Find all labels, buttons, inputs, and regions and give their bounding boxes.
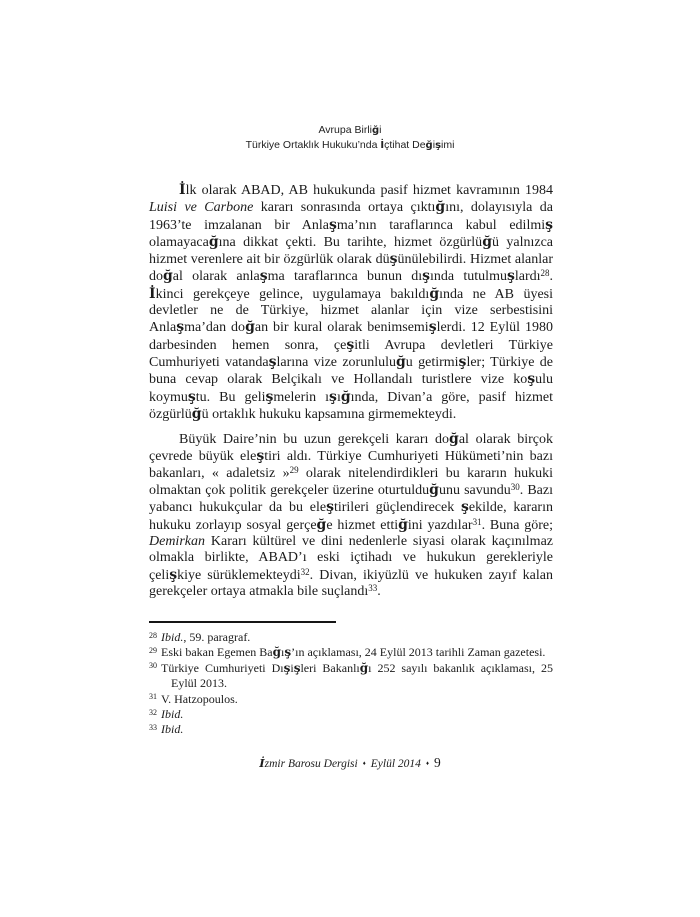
footnote-number: 30 bbox=[149, 661, 157, 671]
footnote-number: 32 bbox=[149, 707, 157, 717]
footnote-number: 29 bbox=[149, 645, 157, 655]
footnote-28 bbox=[149, 630, 553, 645]
footnote-30 bbox=[149, 661, 553, 692]
running-header bbox=[0, 123, 700, 153]
running-header-line2: Türkiye Ortaklık Hukuku’nda İçtihat Değişimi bbox=[245, 139, 455, 151]
footnote-ref: 31 bbox=[472, 516, 482, 527]
journal-name: İzmir Barosu Dergisi bbox=[259, 756, 358, 770]
footnote-number: 28 bbox=[149, 630, 157, 640]
footnote-text: Ibid. bbox=[161, 707, 184, 722]
body-paragraph-2: Büyük Daire’nin bu uzun gerekçeli kararı doğal olarak birçok çevrede büyük eleştiri aldı. Türkiye Cumhuriyeti Hükümeti’nin bazı bakanları, « adaletsiz »$^{29}$ olarak nitelendirdikleri bu kararın hukuki olmaktan çok politik gerekçeler üzerine oturtulduğunu savundu$^{30}$. Bazı yabancı hukukçular da bu eleştirileri güçlendirecek şekilde, kararın hukuku zorlayıp sosyal gerçeğe hizmet ettiğini yazdılar$^{31}$. Buna göre; Demirkan Kararı kültürel ve dini nedenlerle siyasi olarak kaçınılmaz olmakla birlikte, ABAD’ı eski içtihadı ve hukukun gerekleriyle çelişkiye sürüklemekteydi$^{32}$. Divan, ikiyüzlü ve hukuken zayıf kalan gerekçeler ortaya atmakla bile suçlandı$^{33}$. bbox=[149, 431, 553, 599]
footer-separator-icon: ♦ bbox=[425, 761, 429, 767]
footnote-text: V. Hatzopoulos. bbox=[161, 691, 238, 706]
page-number: 9 bbox=[434, 755, 441, 770]
footnote-32 bbox=[149, 707, 553, 722]
footnote-ref: 29 bbox=[289, 464, 299, 475]
footnote-separator-rule bbox=[149, 621, 336, 623]
footnote-ref: 30 bbox=[510, 482, 520, 493]
running-header-line1: Avrupa Birliği bbox=[318, 124, 382, 136]
footnote-text: Eski bakan Egemen Bağış’ın açıklaması, 24 Eylül 2013 tarihli Zaman gazetesi. bbox=[161, 645, 546, 660]
footnote-number: 31 bbox=[149, 692, 157, 702]
footnote-33 bbox=[149, 722, 553, 737]
footnote-number: 33 bbox=[149, 722, 157, 732]
footnote-text: Türkiye Cumhuriyeti Dışişleri Bakanlığı 252 sayılı bakanlık açıklaması, 25 Eylül 2013. bbox=[161, 660, 553, 691]
footnote-ref: 32 bbox=[300, 566, 310, 577]
page-footer bbox=[0, 755, 700, 771]
footnote-block bbox=[149, 621, 553, 738]
footnote-ref: 28 bbox=[540, 268, 550, 279]
issue-date: Eylül 2014 bbox=[370, 758, 421, 770]
footnote-ref: 33 bbox=[368, 582, 378, 593]
footnote-31 bbox=[149, 692, 553, 707]
body-text bbox=[149, 182, 553, 600]
body-paragraph-1: İlk olarak ABAD, AB hukukunda pasif hizmet kavramının 1984 Luisi ve Carbone kararı sonrasında ortaya çıktığını, dolayısıyla da 1963’te imzalanan bir Anlaşma’nın taraflarınca kabul edilmiş olamayacağına dikkat çekti. Bu tarihte, hizmet özgürlüğü yalnızca hizmet verenlere ait bir özgürlük olarak düşünülebilirdi. Hizmet alanlar doğal olarak anlaşma taraflarınca bunun dışında tutulmuşlardı$^{28}$. İkinci gerekçeye gelince, uygulamaya bakıldığında ne AB üyesi devletler ne de Türkiye, hizmet alanlar için vize serbestisini Anlaşma’dan doğan bir kural olarak benimsemişlerdi. 12 Eylül 1980 darbesinden hemen sonra, çeşitli Avrupa devletleri Türkiye Cumhuriyeti vatandaşlarına vize zorunluluğu getirmişler; Türkiye de buna cevap olarak Belçikalı ve Hollandalı turistlere vize koşulu koymuştu. Bu gelişmelerin ışığında, Divan’a göre, pasif hizmet özgürlüğü ortaklık hukuku kapsamına girmemekteydi. bbox=[149, 182, 554, 422]
footnote-text: Ibid., 59. paragraf. bbox=[161, 630, 251, 644]
footer-separator-icon: ♦ bbox=[362, 761, 366, 767]
footnote-29 bbox=[149, 645, 553, 660]
footnote-text: Ibid. bbox=[161, 722, 184, 737]
